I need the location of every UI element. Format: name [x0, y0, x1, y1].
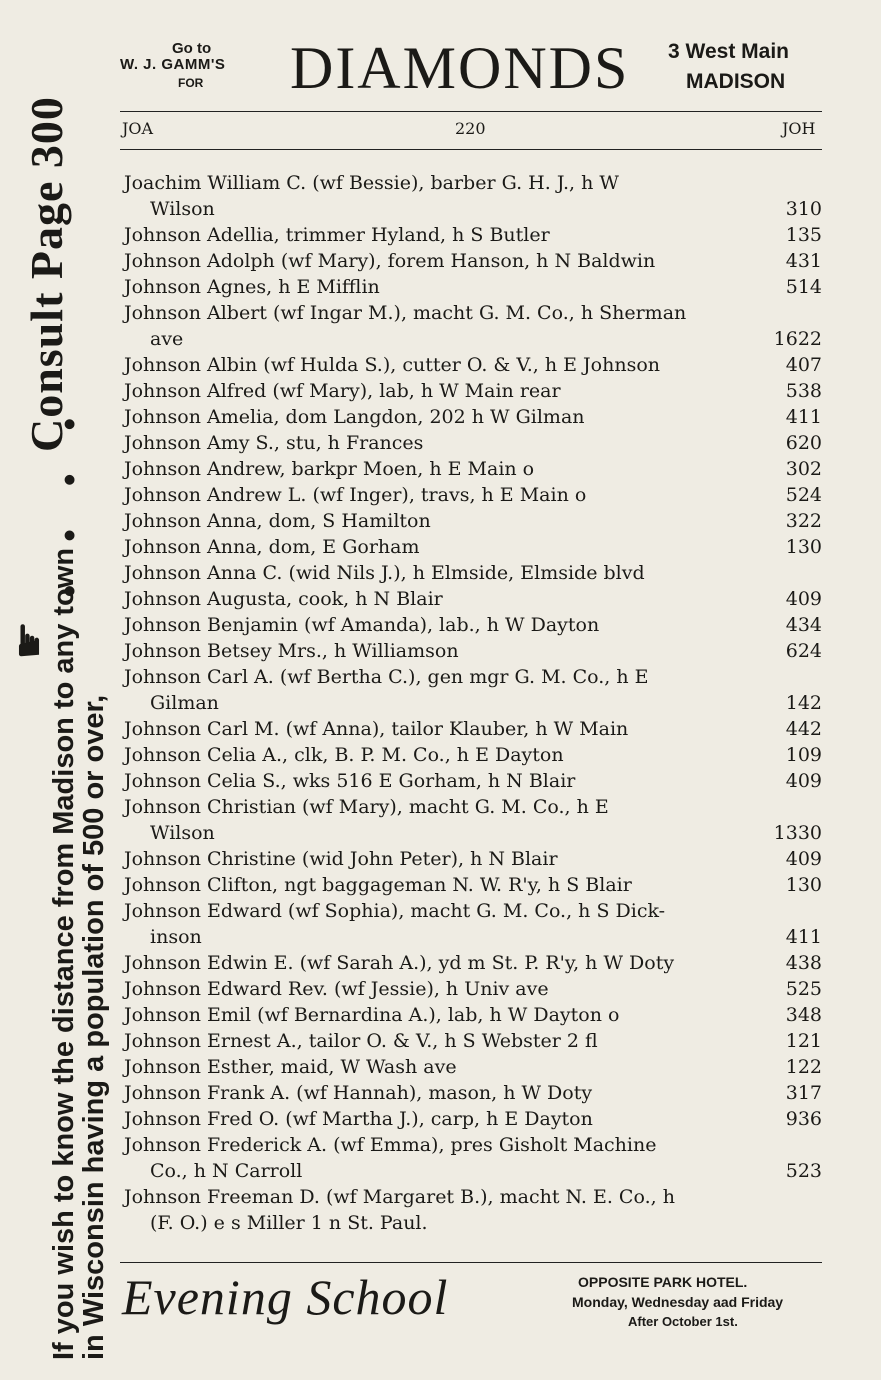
entry-house-number: 442	[785, 718, 822, 740]
entry-text: Johnson Albert (wf Ingar M.), macht G. M. Co., h Sherman	[124, 302, 687, 324]
entry-text: Johnson Amy S., stu, h Frances	[124, 432, 424, 454]
directory-entry-line	[124, 612, 822, 638]
entry-house-number: 1622	[773, 328, 822, 350]
directory-entry-line	[124, 508, 822, 534]
entry-text: Johnson Carl M. (wf Anna), tailor Klauber, h W Main	[124, 718, 629, 740]
page-number: 220	[455, 119, 486, 138]
entry-text: Johnson Freeman D. (wf Margaret B.), macht N. E. Co., h	[124, 1186, 675, 1208]
directory-entry-line	[124, 794, 822, 820]
entry-text: ave	[150, 328, 184, 350]
entry-text: Johnson Carl A. (wf Bertha C.), gen mgr G. M. Co., h E	[124, 666, 649, 688]
directory-entry-line	[124, 404, 822, 430]
entry-house-number: 1330	[773, 822, 822, 844]
directory-entry-line	[124, 690, 822, 716]
entry-text: Johnson Celia A., clk, B. P. M. Co., h E Dayton	[124, 744, 564, 766]
entry-house-number: 121	[785, 1030, 822, 1052]
entry-text: Johnson Benjamin (wf Amanda), lab., h W Dayton	[124, 614, 600, 636]
header-diamonds: DIAMONDS	[290, 35, 630, 101]
entry-text: Johnson Augusta, cook, h N Blair	[124, 588, 443, 610]
directory-entry-line	[124, 820, 822, 846]
directory-entry-line	[124, 924, 822, 950]
footer-rule	[120, 1262, 822, 1263]
entry-text: Johnson Agnes, h E Mifflin	[124, 276, 380, 298]
entry-house-number: 538	[785, 380, 822, 402]
entry-house-number: 322	[785, 510, 822, 532]
directory-entry-line	[124, 430, 822, 456]
evening-school-title: Evening School	[122, 1269, 449, 1325]
directory-entry-line	[124, 326, 822, 352]
entry-house-number: 624	[785, 640, 822, 662]
header-address-street: 3 West Main	[668, 40, 789, 63]
entry-house-number: 524	[785, 484, 822, 506]
header-advertisement	[120, 35, 825, 102]
directory-entry-line	[124, 1106, 822, 1132]
header-merchant-name: W. J. GAMM'S	[120, 56, 226, 73]
side-ad-line-2: in Wisconsin having a population of 500 or over,	[78, 694, 110, 1360]
entry-text: Johnson Frederick A. (wf Emma), pres Gisholt Machine	[124, 1134, 657, 1156]
side-ad-line-1: If you wish to know the distance from Madison to any town	[48, 547, 80, 1360]
entry-house-number: 109	[785, 744, 822, 766]
directory-entry-line	[124, 1158, 822, 1184]
entry-house-number: 434	[785, 614, 822, 636]
entry-text: Wilson	[150, 822, 215, 844]
entry-house-number: 411	[785, 926, 822, 948]
entry-text: Johnson Betsey Mrs., h Williamson	[124, 640, 459, 662]
entry-text: Johnson Emil (wf Bernardina A.), lab, h W Dayton o	[124, 1004, 620, 1026]
entry-house-number: 407	[785, 354, 822, 376]
entry-text: Johnson Albin (wf Hulda S.), cutter O. & V., h E Johnson	[124, 354, 661, 376]
directory-entries	[124, 170, 822, 1236]
directory-entry-line	[124, 768, 822, 794]
entry-house-number: 317	[785, 1082, 822, 1104]
directory-entry-line	[124, 586, 822, 612]
directory-entry-line	[124, 352, 822, 378]
entry-house-number: 438	[785, 952, 822, 974]
directory-entry-line	[124, 378, 822, 404]
footer-start-date: After October 1st.	[628, 1314, 738, 1329]
entry-house-number: 130	[785, 536, 822, 558]
header-go-to: Go to	[172, 40, 212, 57]
entry-text: Johnson Adolph (wf Mary), forem Hanson, h N Baldwin	[124, 250, 656, 272]
entry-house-number: 142	[785, 692, 822, 714]
entry-text: Co., h N Carroll	[150, 1160, 303, 1182]
entry-house-number: 431	[785, 250, 822, 272]
directory-entry-line	[124, 638, 822, 664]
directory-entry-line	[124, 300, 822, 326]
directory-entry-line	[124, 872, 822, 898]
entry-text: Gilman	[150, 692, 219, 714]
entry-text: Johnson Edwin E. (wf Sarah A.), yd m St. P. R'y, h W Doty	[124, 952, 675, 974]
directory-entry-line	[124, 742, 822, 768]
directory-entry-line	[124, 222, 822, 248]
entry-house-number: 302	[785, 458, 822, 480]
consult-page-text: Consult Page 300	[21, 96, 72, 452]
entry-house-number: 523	[785, 1160, 822, 1182]
entry-house-number: 525	[785, 978, 822, 1000]
entry-text: Johnson Anna, dom, S Hamilton	[124, 510, 431, 532]
entry-text: Johnson Alfred (wf Mary), lab, h W Main rear	[124, 380, 561, 402]
footer-advertisement	[120, 1266, 825, 1346]
directory-entry-line	[124, 1002, 822, 1028]
entry-text: Johnson Christine (wid John Peter), h N Blair	[124, 848, 558, 870]
entry-text: Johnson Christian (wf Mary), macht G. M. Co., h E	[124, 796, 609, 818]
entry-text: Johnson Anna, dom, E Gorham	[124, 536, 420, 558]
directory-entry-line	[124, 1054, 822, 1080]
entry-text: Johnson Amelia, dom Langdon, 202 h W Gilman	[124, 406, 585, 428]
pointing-hand-icon: ☛	[4, 620, 55, 660]
directory-entry-line	[124, 1210, 822, 1236]
directory-entry-line	[124, 170, 822, 196]
entry-text: Johnson Adellia, trimmer Hyland, h S Butler	[124, 224, 550, 246]
entry-text: Johnson Edward (wf Sophia), macht G. M. Co., h S Dick-	[124, 900, 666, 922]
directory-entry-line	[124, 560, 822, 586]
directory-entry-line	[124, 482, 822, 508]
directory-entry-line	[124, 664, 822, 690]
header-bottom-rule	[120, 149, 822, 150]
entry-text: Johnson Esther, maid, W Wash ave	[124, 1056, 457, 1078]
directory-entry-line	[124, 898, 822, 924]
entry-house-number: 310	[785, 198, 822, 220]
side-advertisement	[4, 30, 110, 1360]
footer-location: OPPOSITE PARK HOTEL.	[578, 1274, 748, 1290]
entry-text: Johnson Edward Rev. (wf Jessie), h Univ ave	[124, 978, 549, 1000]
directory-entry-line	[124, 1184, 822, 1210]
directory-entry-line	[124, 196, 822, 222]
entry-text: Joachim William C. (wf Bessie), barber G. H. J., h W	[124, 172, 619, 194]
entry-house-number: 135	[785, 224, 822, 246]
header-top-rule	[120, 111, 822, 112]
running-head-right: JOH	[782, 119, 816, 138]
entry-text: Johnson Fred O. (wf Martha J.), carp, h E Dayton	[124, 1108, 593, 1130]
entry-house-number: 936	[785, 1108, 822, 1130]
entry-house-number: 348	[785, 1004, 822, 1026]
entry-house-number: 620	[785, 432, 822, 454]
entry-house-number: 409	[785, 588, 822, 610]
entry-text: Johnson Andrew, barkpr Moen, h E Main o	[124, 458, 535, 480]
directory-entry-line	[124, 456, 822, 482]
entry-text: Johnson Ernest A., tailor O. & V., h S Webster 2 fl	[124, 1030, 598, 1052]
entry-text: inson	[150, 926, 202, 948]
entry-text: Johnson Andrew L. (wf Inger), travs, h E Main o	[124, 484, 587, 506]
directory-entry-line	[124, 274, 822, 300]
directory-entry-line	[124, 1080, 822, 1106]
header-for: FOR	[178, 76, 204, 90]
directory-entry-line	[124, 716, 822, 742]
header-address-city: MADISON	[686, 70, 786, 93]
directory-entry-line	[124, 248, 822, 274]
running-head-left: JOA	[122, 119, 154, 138]
entry-house-number: 122	[785, 1056, 822, 1078]
entry-house-number: 411	[785, 406, 822, 428]
entry-text: Johnson Clifton, ngt baggageman N. W. R'y, h S Blair	[124, 874, 632, 896]
entry-text: Johnson Frank A. (wf Hannah), mason, h W Doty	[124, 1082, 593, 1104]
directory-entry-line	[124, 846, 822, 872]
directory-entry-line	[124, 534, 822, 560]
entry-house-number: 409	[785, 848, 822, 870]
entry-house-number: 514	[785, 276, 822, 298]
footer-days: Monday, Wednesday aad Friday	[572, 1294, 784, 1310]
entry-text: Johnson Anna C. (wid Nils J.), h Elmside, Elmside blvd	[124, 562, 645, 584]
directory-entry-line	[124, 1028, 822, 1054]
entry-text: Johnson Celia S., wks 516 E Gorham, h N Blair	[124, 770, 576, 792]
leader-dots: • • • •	[54, 401, 87, 600]
entry-house-number: 409	[785, 770, 822, 792]
entry-text: Wilson	[150, 198, 215, 220]
directory-entry-line	[124, 950, 822, 976]
directory-entry-line	[124, 1132, 822, 1158]
entry-text: (F. O.) e s Miller 1 n St. Paul.	[150, 1212, 428, 1234]
entry-house-number: 130	[785, 874, 822, 896]
directory-entry-line	[124, 976, 822, 1002]
